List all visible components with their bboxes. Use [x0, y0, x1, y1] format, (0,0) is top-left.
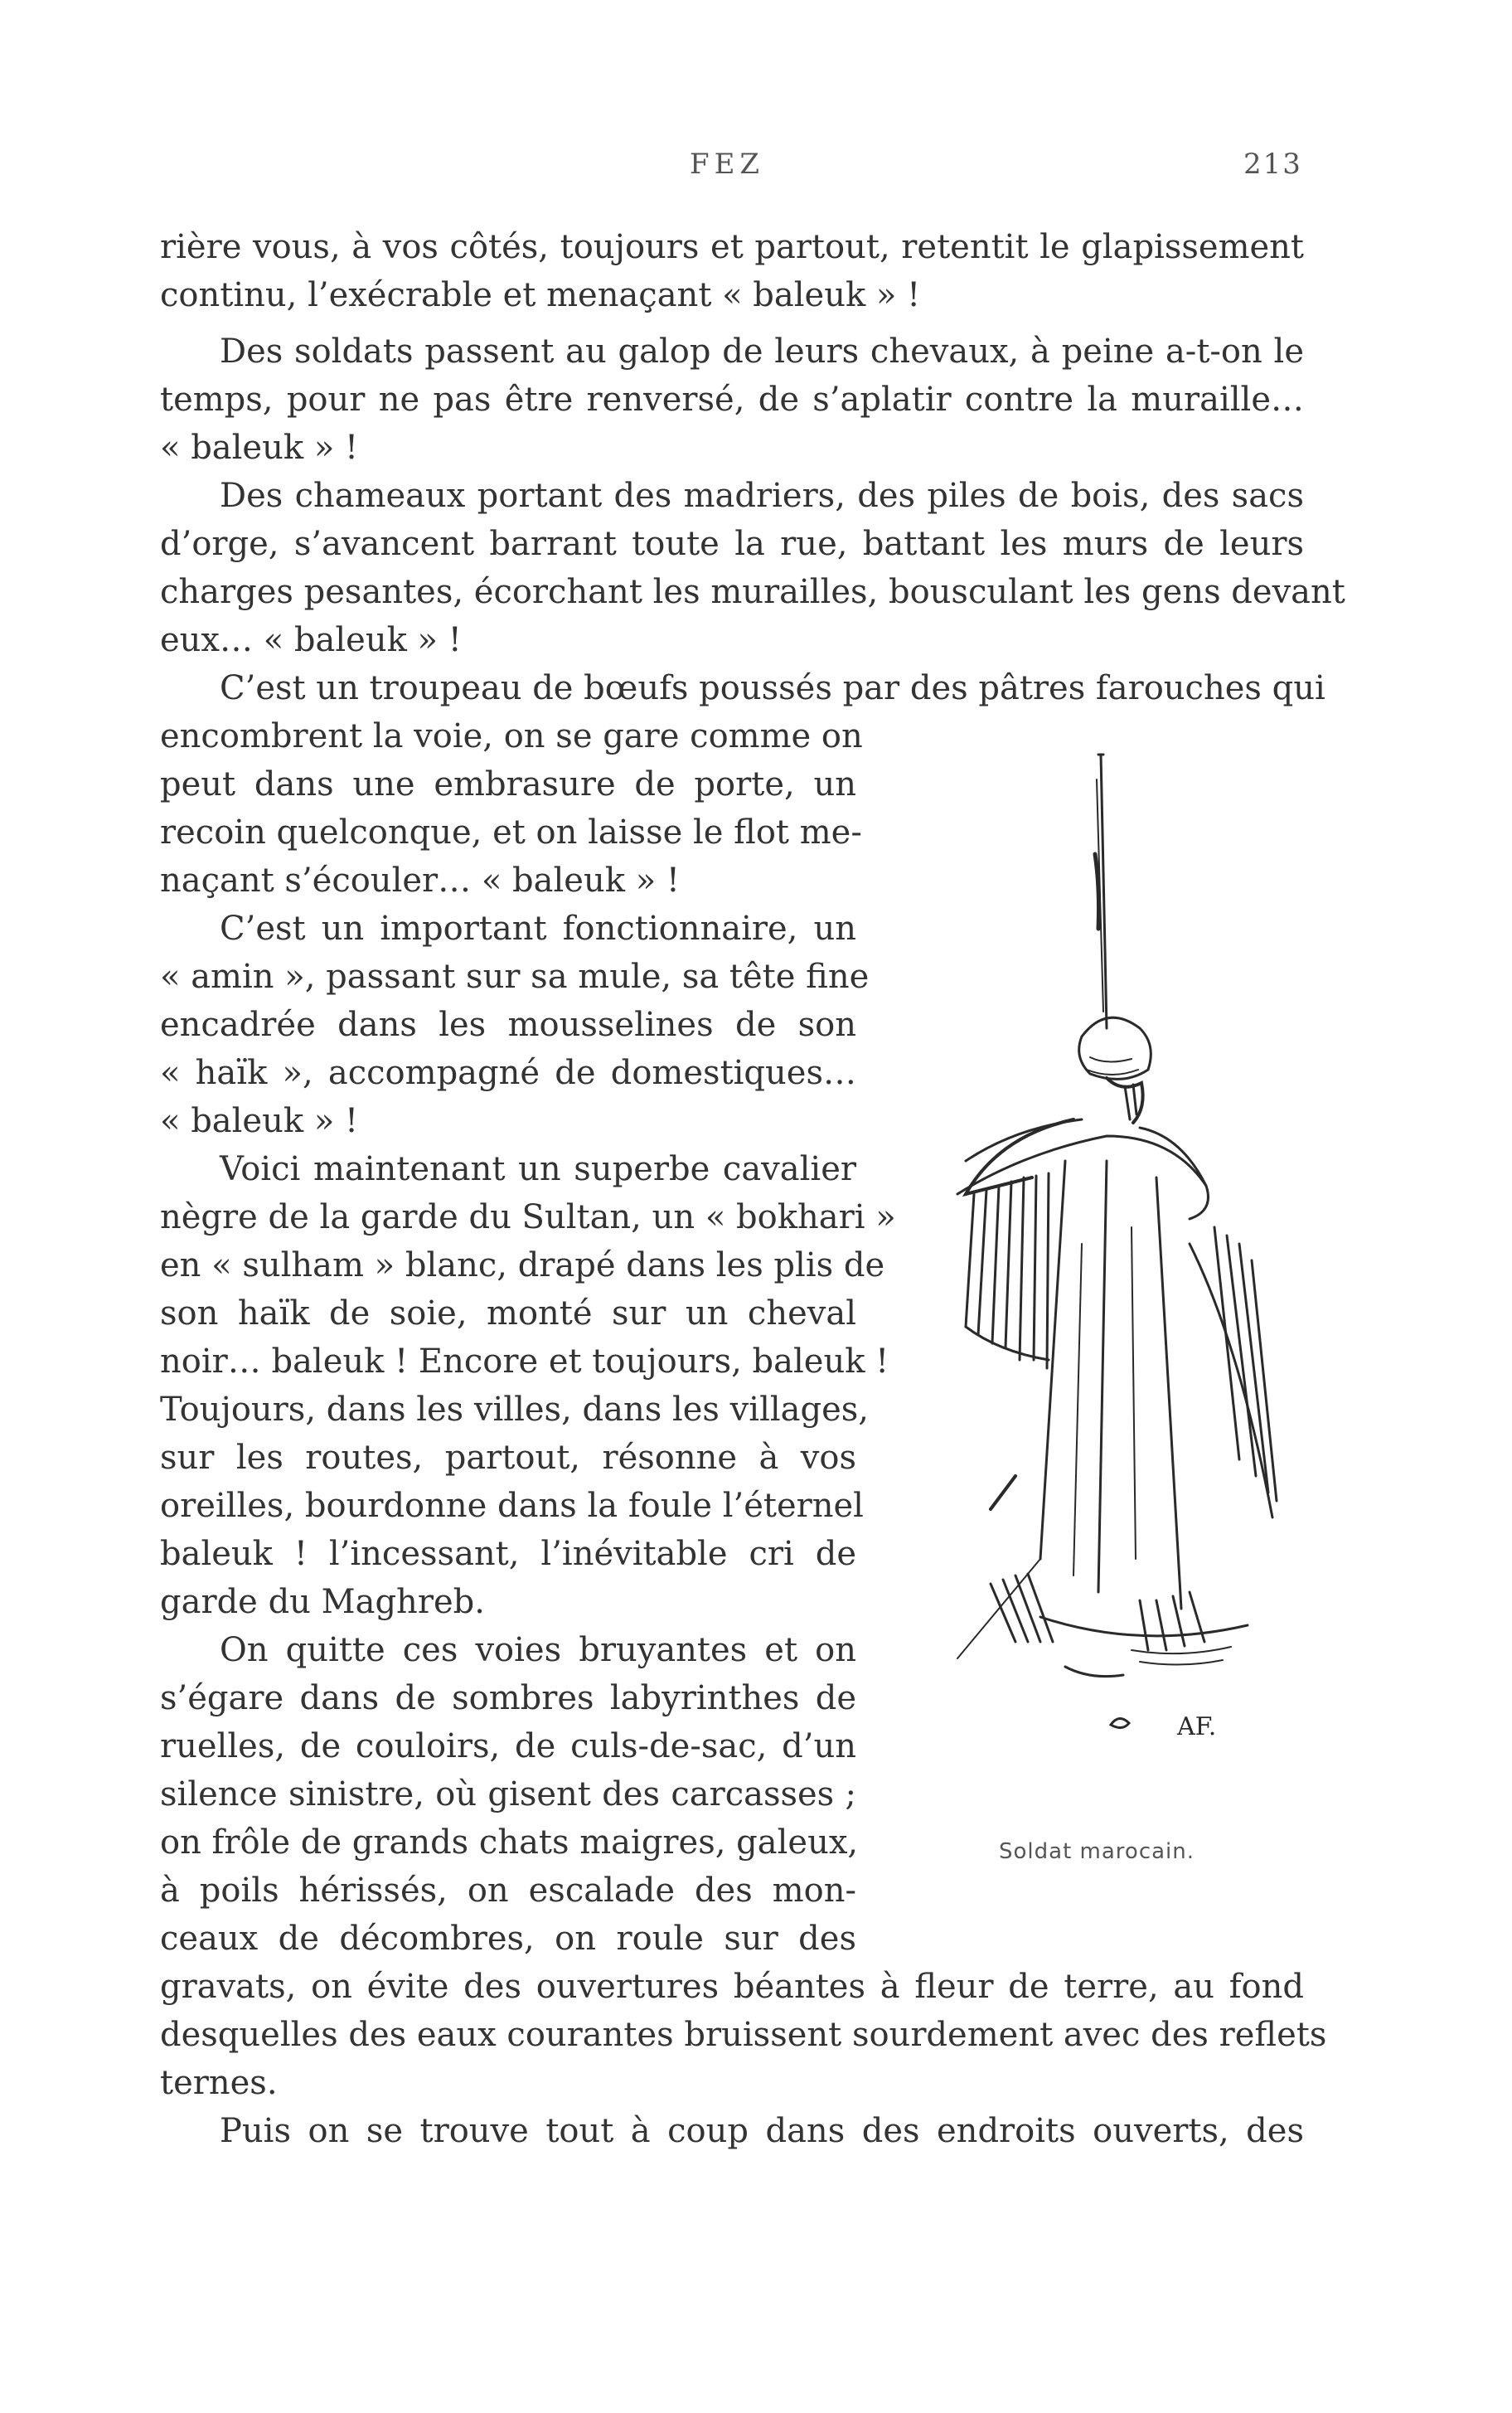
- text-line: s’égare dans de sombres labyrinthes de: [160, 1679, 856, 1717]
- text-line: rière vous, à vos côtés, toujours et partout, retentit le glapissement: [160, 228, 1304, 266]
- text-line: son haïk de soie, monté sur un cheval: [160, 1294, 856, 1333]
- text-line: à poils hérissés, on escalade des mon-: [160, 1872, 856, 1910]
- text-line: naçant s’écouler… « baleuk » !: [160, 862, 680, 900]
- text-line: Toujours, dans les villes, dans les villages,: [160, 1391, 870, 1429]
- text-line: On quitte ces voies bruyantes et on: [220, 1631, 856, 1669]
- text-line: oreilles, bourdonne dans la foule l’éternel: [160, 1487, 864, 1525]
- text-line: recoin quelconque, et on laisse le flot me-: [160, 813, 862, 852]
- text-line: en « sulham » blanc, drapé dans les plis de: [160, 1246, 885, 1284]
- artist-signature: AF.: [1177, 1712, 1217, 1741]
- monogram-icon: [1111, 1718, 1129, 1727]
- text-line: « amin », passant sur sa mule, sa tête fine: [160, 958, 870, 996]
- text-line: baleuk ! l’incessant, l’inévitable cri de: [160, 1535, 856, 1573]
- soldier-drawing: [941, 730, 1306, 1791]
- text-line: gravats, on évite des ouvertures béantes à fleur de terre, au fond: [160, 1968, 1304, 2006]
- text-line: desquelles des eaux courantes bruissent sourdement avec des reflets: [160, 2016, 1327, 2054]
- text-line: garde du Maghreb.: [160, 1583, 485, 1621]
- page-number: 213: [1243, 148, 1302, 181]
- text-line: eux… « baleuk » !: [160, 621, 462, 659]
- text-line: « baleuk » !: [160, 429, 359, 467]
- text-line: ruelles, de couloirs, de culs-de-sac, d’un: [160, 1727, 856, 1765]
- running-head: FEZ: [690, 148, 765, 181]
- text-line: noir… baleuk ! Encore et toujours, baleuk !: [160, 1342, 889, 1381]
- text-line: Voici maintenant un superbe cavalier: [220, 1150, 856, 1188]
- text-line: encombrent la voie, on se gare comme on: [160, 717, 863, 755]
- text-line: encadrée dans les mousselines de son: [160, 1006, 856, 1044]
- text-line: silence sinistre, où gisent des carcasses ;: [160, 1775, 856, 1813]
- text-line: nègre de la garde du Sultan, un « bokhari »: [160, 1198, 896, 1236]
- text-line: C’est un important fonctionnaire, un: [220, 910, 856, 948]
- text-line: Des chameaux portant des madriers, des piles de bois, des sacs: [220, 477, 1304, 515]
- text-line: C’est un troupeau de bœufs poussés par des pâtres farouches qui: [220, 669, 1325, 707]
- text-line: ternes.: [160, 2064, 278, 2102]
- text-line: Des soldats passent au galop de leurs chevaux, à peine a-t-on le: [220, 333, 1304, 371]
- figure-caption: Soldat marocain.: [999, 1839, 1195, 1864]
- text-line: d’orge, s’avancent barrant toute la rue, battant les murs de leurs: [160, 525, 1304, 563]
- text-line: sur les routes, partout, résonne à vos: [160, 1439, 856, 1477]
- text-line: on frôle de grands chats maigres, galeux,: [160, 1823, 859, 1862]
- text-line: ceaux de décombres, on roule sur des: [160, 1920, 856, 1958]
- text-line: charges pesantes, écorchant les murailles, bousculant les gens devant: [160, 573, 1345, 611]
- text-line: peut dans une embrasure de porte, un: [160, 765, 856, 804]
- text-line: continu, l’exécrable et menaçant « baleuk » !: [160, 276, 921, 314]
- text-line: « haïk », accompagné de domestiques…: [160, 1054, 856, 1092]
- text-line: « baleuk » !: [160, 1102, 359, 1140]
- text-line: Puis on se trouve tout à coup dans des endroits ouverts, des: [220, 2112, 1304, 2150]
- soldier-illustration: [941, 730, 1306, 1791]
- text-line: temps, pour ne pas être renversé, de s’aplatir contre la muraille…: [160, 381, 1304, 419]
